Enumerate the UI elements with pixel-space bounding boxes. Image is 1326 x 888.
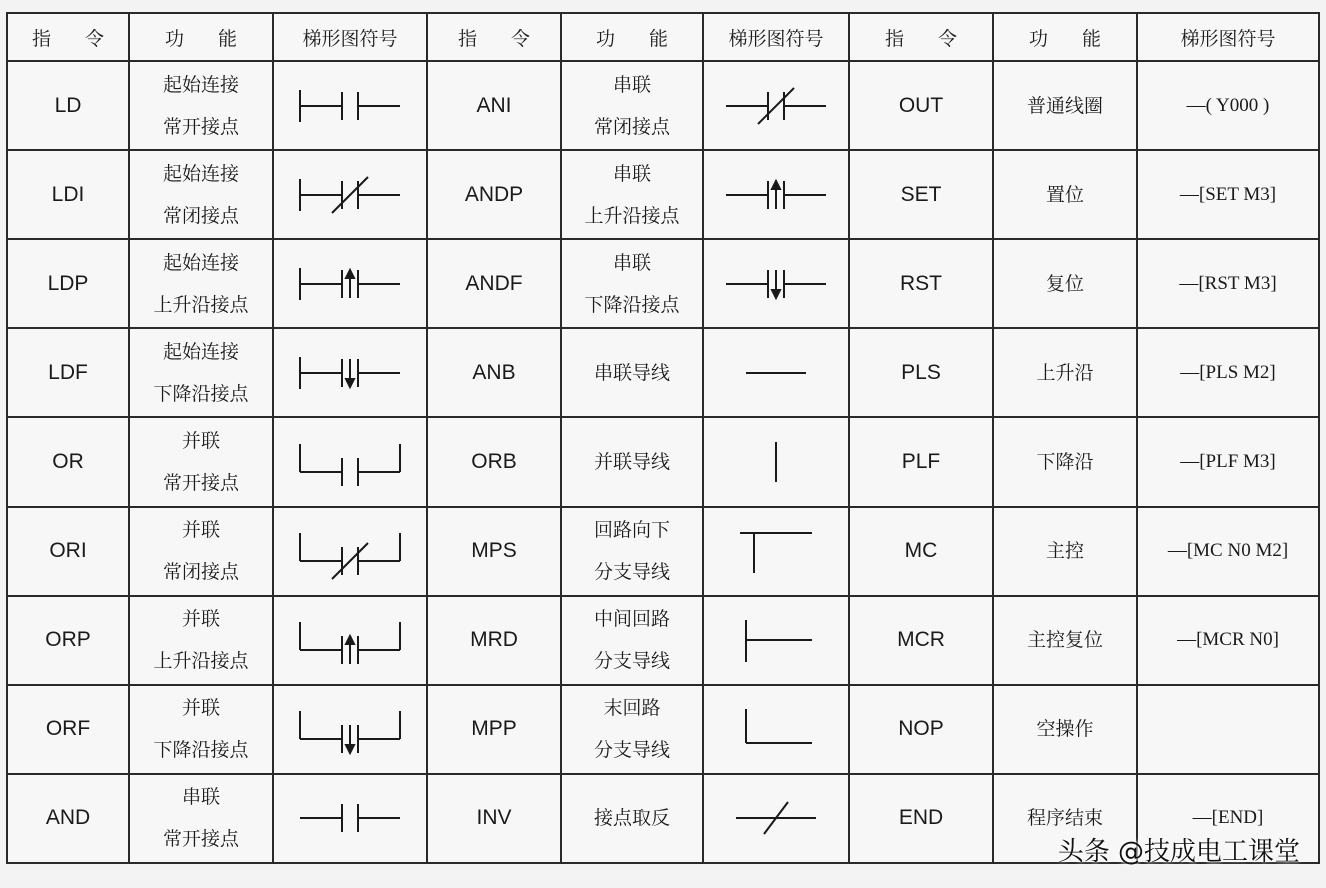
instruction-function: 并联 常开接点 (129, 417, 273, 506)
instruction-function: 起始连接 常闭接点 (129, 150, 273, 239)
instruction-function: 下降沿 (993, 417, 1137, 506)
table-row (427, 596, 849, 685)
header-instruction: 指 令 (7, 13, 129, 61)
table-row (427, 417, 849, 506)
instruction-code: ANDP (427, 150, 561, 239)
instruction-code: ORP (7, 596, 129, 685)
table-row (427, 239, 849, 328)
ladder-symbol-rising-contact-series (703, 150, 849, 239)
ladder-symbol: —[PLS M2] (1137, 328, 1319, 417)
instruction-function: 串联 常开接点 (129, 774, 273, 863)
instruction-code: END (849, 774, 993, 863)
instruction-function: 普通线圈 (993, 61, 1137, 150)
ladder-symbol-branch-down (703, 507, 849, 596)
table-row (427, 774, 849, 863)
header-instruction: 指 令 (849, 13, 993, 61)
table-row (427, 150, 849, 239)
instruction-function: 中间回路 分支导线 (561, 596, 703, 685)
ladder-symbol-parallel-wire (703, 417, 849, 506)
instruction-code: MPS (427, 507, 561, 596)
header-row (7, 13, 427, 61)
instruction-function: 上升沿 (993, 328, 1137, 417)
ladder-symbol-nc-contact-series (703, 61, 849, 150)
ladder-symbol-falling-contact-parallel (273, 685, 427, 774)
ladder-symbol-nc-contact-start (273, 150, 427, 239)
instruction-code: SET (849, 150, 993, 239)
ladder-symbol: —[MCR N0] (1137, 596, 1319, 685)
ladder-symbol-rising-contact-parallel (273, 596, 427, 685)
instruction-function: 主控 (993, 507, 1137, 596)
instruction-code: MCR (849, 596, 993, 685)
table-row (427, 61, 849, 150)
ladder-symbol-invert (703, 774, 849, 863)
table-row (849, 239, 1319, 328)
instruction-function: 并联 常闭接点 (129, 507, 273, 596)
instruction-function: 串联导线 (561, 328, 703, 417)
ladder-symbol-no-contact-start (273, 61, 427, 150)
instruction-function: 起始连接 常开接点 (129, 61, 273, 150)
table-row (7, 596, 427, 685)
header-function: 功 能 (993, 13, 1137, 61)
instruction-function: 主控复位 (993, 596, 1137, 685)
table-row (849, 596, 1319, 685)
ladder-symbol: —[PLF M3] (1137, 417, 1319, 506)
instruction-code: ORF (7, 685, 129, 774)
ladder-symbol-branch-end (703, 685, 849, 774)
ladder-symbol-series-wire (703, 328, 849, 417)
table-row (427, 507, 849, 596)
instruction-table-3 (848, 12, 1320, 864)
instruction-function: 起始连接 下降沿接点 (129, 328, 273, 417)
instruction-code: PLF (849, 417, 993, 506)
table-row (7, 685, 427, 774)
instruction-code: MC (849, 507, 993, 596)
table-row (427, 685, 849, 774)
header-instruction: 指 令 (427, 13, 561, 61)
instruction-function: 空操作 (993, 685, 1137, 774)
ladder-symbol: —[END] (1137, 774, 1319, 863)
instruction-function: 并联导线 (561, 417, 703, 506)
instruction-sheet (6, 12, 1318, 864)
instruction-code: ORI (7, 507, 129, 596)
instruction-code: LDF (7, 328, 129, 417)
table-row (7, 150, 427, 239)
ladder-symbol-no-contact-series (273, 774, 427, 863)
table-row (849, 61, 1319, 150)
instruction-code: PLS (849, 328, 993, 417)
header-function: 功 能 (561, 13, 703, 61)
ladder-symbol-rising-contact-start (273, 239, 427, 328)
ladder-symbol-falling-contact-start (273, 328, 427, 417)
ladder-symbol: —[SET M3] (1137, 150, 1319, 239)
instruction-function: 并联 上升沿接点 (129, 596, 273, 685)
table-row (7, 239, 427, 328)
instruction-code: LD (7, 61, 129, 150)
instruction-code: OR (7, 417, 129, 506)
instruction-code: ANDF (427, 239, 561, 328)
table-row (849, 685, 1319, 774)
table-row (849, 328, 1319, 417)
instruction-code: NOP (849, 685, 993, 774)
watermark: 头条 @技成电工课堂 (1057, 837, 1300, 867)
instruction-code: AND (7, 774, 129, 863)
instruction-function: 复位 (993, 239, 1137, 328)
instruction-code: MPP (427, 685, 561, 774)
header-symbol: 梯形图符号 (273, 13, 427, 61)
table-row (849, 417, 1319, 506)
ladder-symbol-no-contact-parallel (273, 417, 427, 506)
instruction-code: MRD (427, 596, 561, 685)
table-row (7, 507, 427, 596)
table-row (7, 328, 427, 417)
instruction-table-1 (6, 12, 428, 864)
header-symbol: 梯形图符号 (703, 13, 849, 61)
header-symbol: 梯形图符号 (1137, 13, 1319, 61)
ladder-symbol: —[RST M3] (1137, 239, 1319, 328)
instruction-function: 回路向下 分支导线 (561, 507, 703, 596)
table-row (7, 774, 427, 863)
instruction-function: 串联 下降沿接点 (561, 239, 703, 328)
instruction-table-2 (426, 12, 850, 864)
ladder-symbol-branch-middle (703, 596, 849, 685)
ladder-symbol: —( Y000 ) (1137, 61, 1319, 150)
table-row (7, 417, 427, 506)
instruction-function: 接点取反 (561, 774, 703, 863)
table-row (849, 150, 1319, 239)
ladder-symbol-nc-contact-parallel (273, 507, 427, 596)
instruction-code: LDI (7, 150, 129, 239)
instruction-function: 并联 下降沿接点 (129, 685, 273, 774)
instruction-code: ANI (427, 61, 561, 150)
instruction-code: INV (427, 774, 561, 863)
table-row (427, 328, 849, 417)
instruction-code: LDP (7, 239, 129, 328)
ladder-symbol: —[MC N0 M2] (1137, 507, 1319, 596)
instruction-function: 起始连接 上升沿接点 (129, 239, 273, 328)
instruction-function: 置位 (993, 150, 1137, 239)
instruction-function: 串联 上升沿接点 (561, 150, 703, 239)
instruction-function: 末回路 分支导线 (561, 685, 703, 774)
instruction-code: ANB (427, 328, 561, 417)
instruction-code: ORB (427, 417, 561, 506)
ladder-symbol-falling-contact-series (703, 239, 849, 328)
instruction-function: 串联 常闭接点 (561, 61, 703, 150)
table-row (849, 507, 1319, 596)
instruction-code: OUT (849, 61, 993, 150)
instruction-function: 程序结束 (993, 774, 1137, 863)
header-row (427, 13, 849, 61)
ladder-symbol (1137, 685, 1319, 774)
header-row (849, 13, 1319, 61)
header-function: 功 能 (129, 13, 273, 61)
instruction-code: RST (849, 239, 993, 328)
table-row (7, 61, 427, 150)
